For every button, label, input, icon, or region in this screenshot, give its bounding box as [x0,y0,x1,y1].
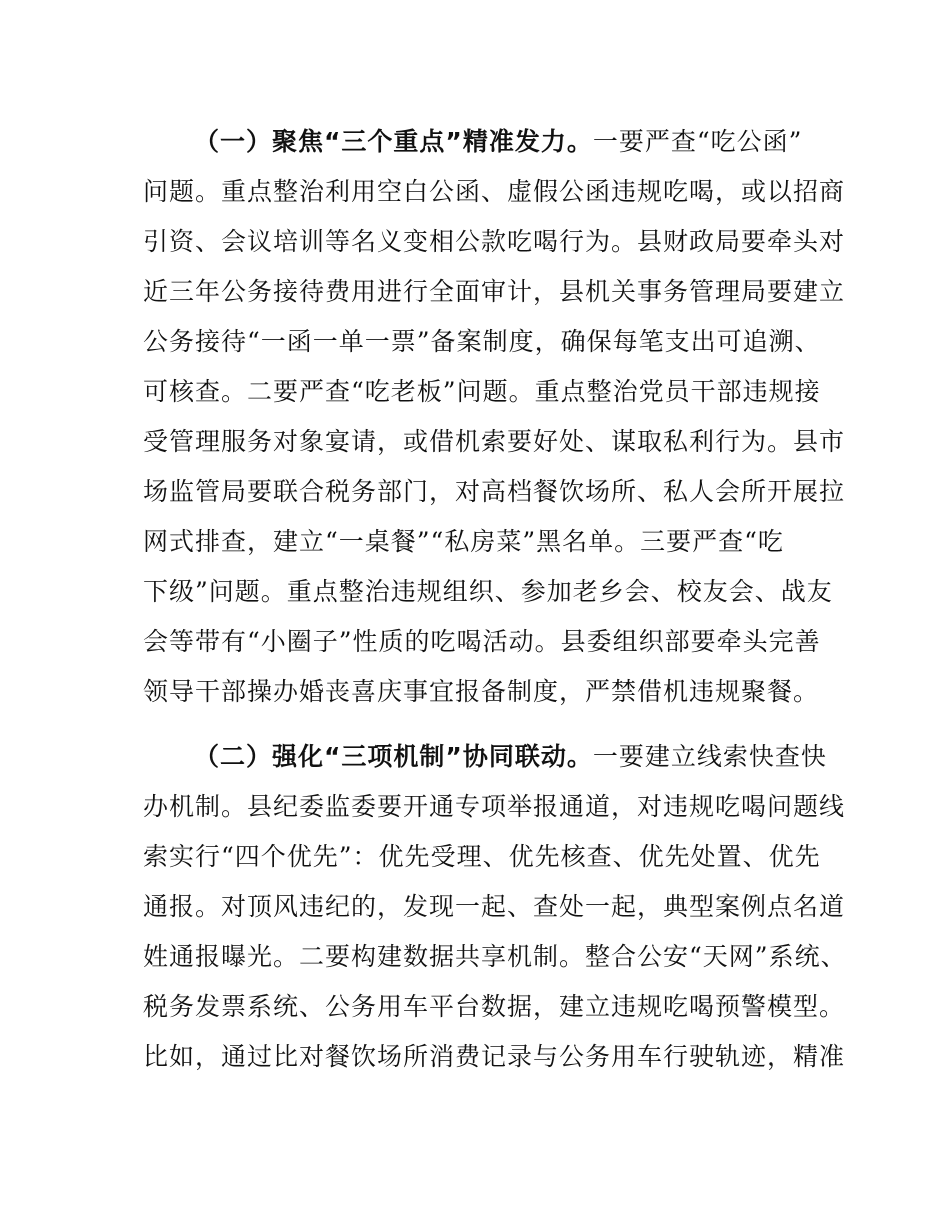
section-1-first-line [194,122,884,162]
paragraph-line: 问题。重点整治利用空白公函、虚假公函违规吃喝，或以招商 [143,177,846,206]
paragraph-line: 下级”问题。重点整治违规组织、参加老乡会、校友会、战友 [143,577,833,606]
paragraph-line: 公务接待“一函一单一票”备案制度，确保每笔支出可追溯、 [143,327,821,356]
paragraph-line: 比如，通过比对餐饮场所消费记录与公务用车行驶轨迹，精准 [143,1042,846,1071]
paragraph-line: 会等带有“小圈子”性质的吃喝活动。县委组织部要牵头完善 [143,627,821,656]
paragraph-text: 一要严查“吃公函” [592,127,803,156]
paragraph-line: 领导干部操办婚丧喜庆事宜报备制度，严禁借机违规聚餐。 [143,677,820,706]
section-2-heading: （二）强化“三项机制”协同联动。 [194,742,593,771]
paragraph-line: 姓通报曝光。二要构建数据共享机制。整合公安“天网”系统、 [143,942,847,971]
paragraph-line: 受管理服务对象宴请，或借机索要好处、谋取私利行为。县市 [143,427,846,456]
paragraph-text: 一要建立线索快查快 [592,742,827,771]
paragraph-line: 办机制。县纪委监委要开通专项举报通道，对违规吃喝问题线 [143,792,846,821]
section-1-heading: （一）聚焦“三个重点”精准发力。 [194,127,593,156]
paragraph-line: 索实行“四个优先”：优先受理、优先核查、优先处置、优先 [143,842,821,871]
paragraph-line: 通报。对顶风违纪的，发现一起、查处一起，典型案例点名道 [143,892,846,921]
paragraph-line: 可核查。二要严查“吃老板”问题。重点整治党员干部违规接 [143,377,821,406]
section-2-first-line [194,737,884,777]
paragraph-line: 引资、会议培训等名义变相公款吃喝行为。县财政局要牵头对 [143,227,846,256]
paragraph-line: 近三年公务接待费用进行全面审计，县机关事务管理局要建立 [143,277,846,306]
paragraph-line: 税务发票系统、公务用车平台数据，建立违规吃喝预警模型。 [143,992,846,1021]
paragraph-line: 场监管局要联合税务部门，对高档餐饮场所、私人会所开展拉 [143,477,846,506]
paragraph-line: 网式排查，建立“一桌餐”“私房菜”黑名单。三要严查“吃 [143,527,784,556]
